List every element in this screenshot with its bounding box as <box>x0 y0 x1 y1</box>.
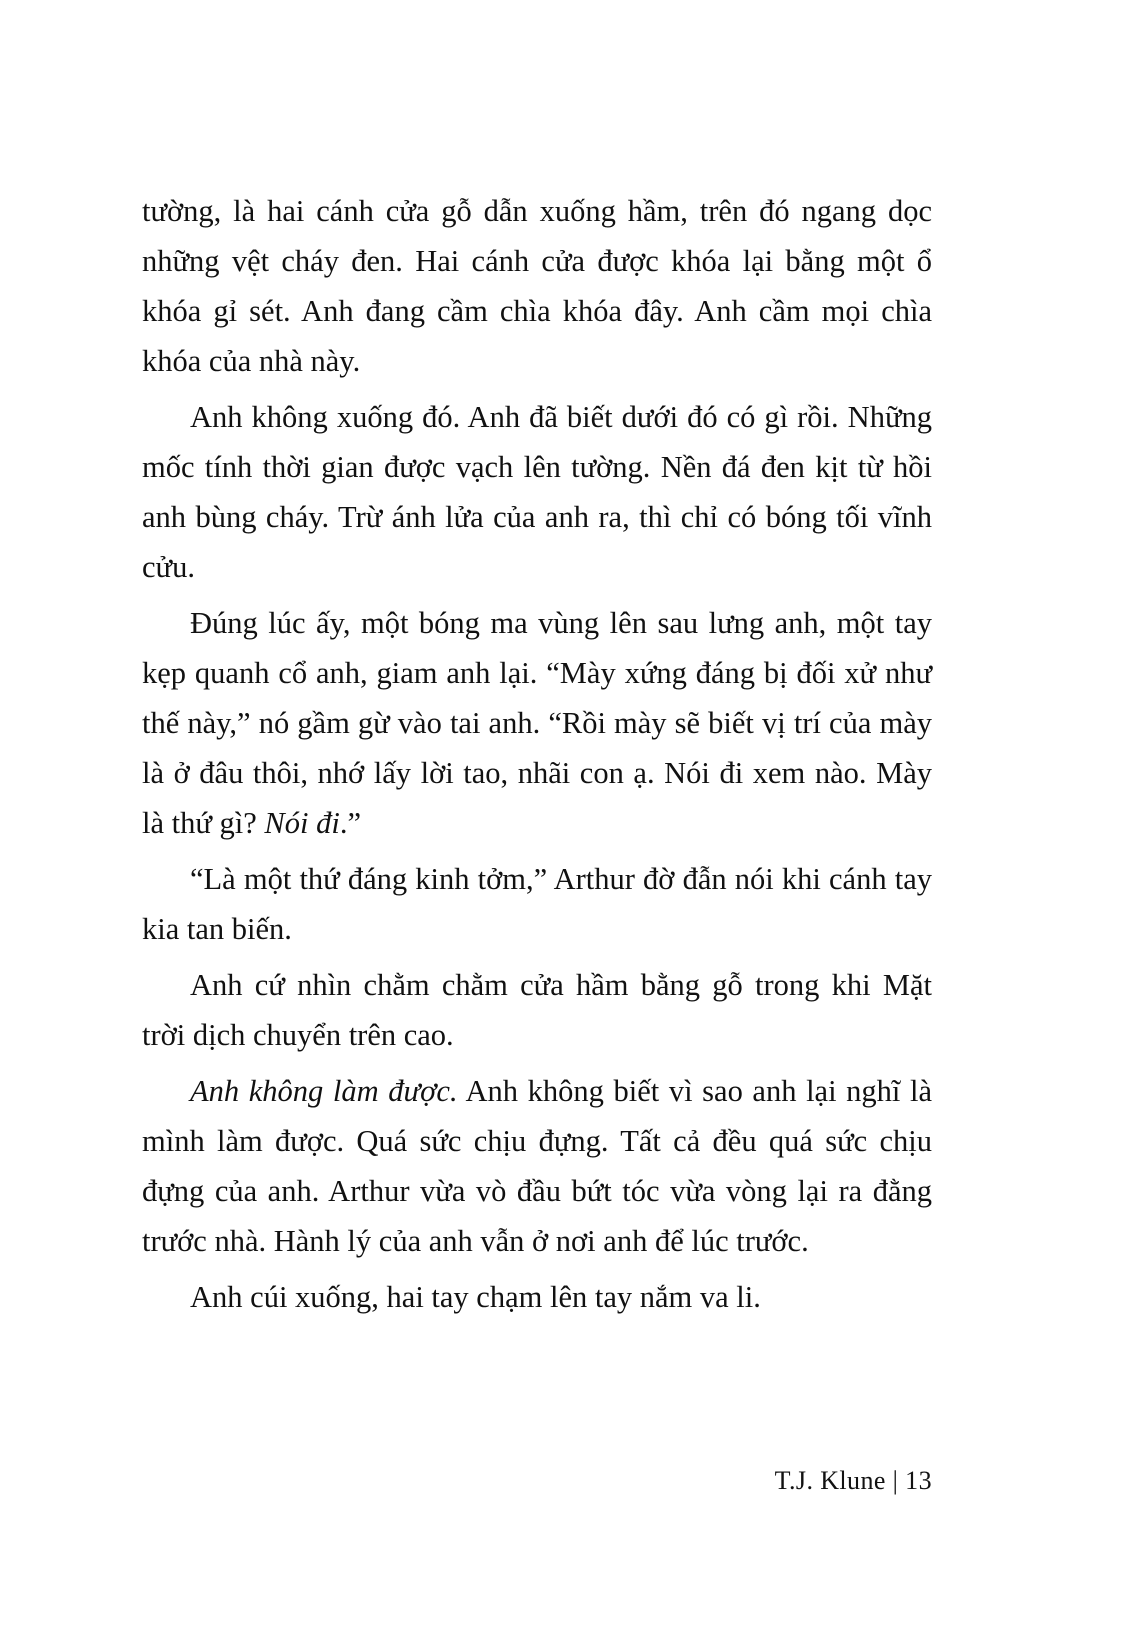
paragraph-3-italic: Nói đi <box>264 806 340 840</box>
page-footer: T.J. Klune | 13 <box>774 1466 932 1495</box>
paragraph-6-part-2: Anh không biết vì sao anh lại nghĩ là mình làm được. Quá sức chịu đựng. Tất cả đều quá sức chịu đựng của anh. Arthur vừa vò đầu bứt tóc vừa vòng lại ra đằng trước nhà. Hành lý của anh vẫn ở nơi anh để lúc trước. <box>142 1074 933 1258</box>
paragraph-4: “Là một thứ đáng kinh tởm,” Arthur đờ đẫn nói khi cánh tay kia tan biến. <box>142 862 932 946</box>
paragraph-6 <box>142 1066 932 1266</box>
page-text-column <box>142 186 932 1322</box>
paragraph-3-part-1: Đúng lúc ấy, một bóng ma vùng lên sau lưng anh, một tay kẹp quanh cổ anh, giam anh lại. “Mày xứng đáng bị đối xử như thế này,” nó gầm gừ vào tai anh. “Rồi mày sẽ biết vị trí của mày là ở đâu thôi, nhớ lấy lời tao, nhãi con ạ. Nói đi xem nào. Mày là thứ gì? <box>142 606 932 840</box>
paragraph-3-part-3: .” <box>339 806 361 840</box>
paragraph-1: tường, là hai cánh cửa gỗ dẫn xuống hầm, trên đó ngang dọc những vệt cháy đen. Hai cánh cửa được khóa lại bằng một ổ khóa gỉ sét. Anh đang cầm chìa khóa đây. Anh cầm mọi chìa khóa của nhà này. <box>142 194 932 378</box>
paragraph-6-italic: Anh không làm được. <box>190 1074 458 1108</box>
paragraph-5: Anh cứ nhìn chằm chằm cửa hầm bằng gỗ trong khi Mặt trời dịch chuyển trên cao. <box>142 968 932 1052</box>
paragraph-3 <box>142 598 932 848</box>
paragraph-2: Anh không xuống đó. Anh đã biết dưới đó có gì rồi. Những mốc tính thời gian được vạch lên tường. Nền đá đen kịt từ hồi anh bùng cháy. Trừ ánh lửa của anh ra, thì chỉ có bóng tối vĩnh cửu. <box>142 400 932 584</box>
paragraph-7: Anh cúi xuống, hai tay chạm lên tay nắm va li. <box>190 1280 761 1314</box>
